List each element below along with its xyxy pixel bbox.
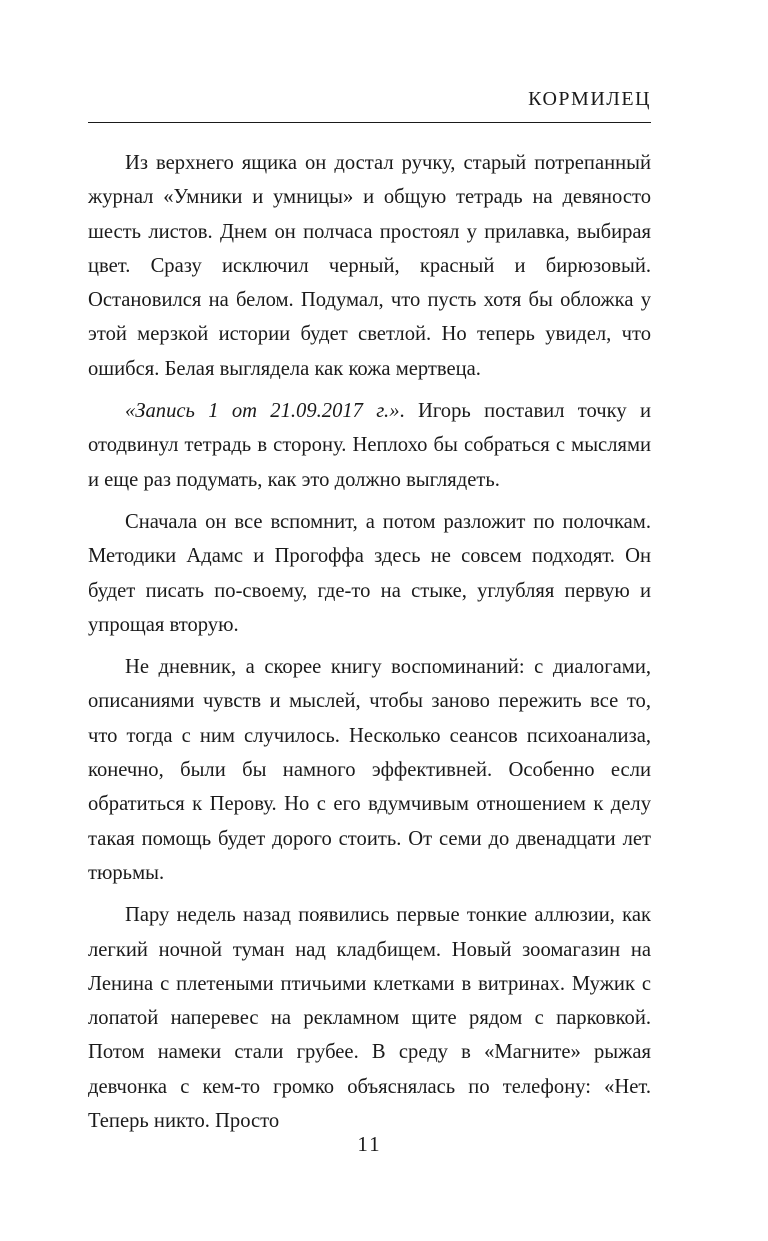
paragraph-5: Пару недель назад появились первые тонкие аллюзии, как легкий ночной туман над кладбищем. Новый зоомагазин на Ленина с плетеными птичьими клетками в витринах. Мужик с лопатой наперевес на рекламном щите рядом с парковкой. Потом намеки стали грубее. В среду в «Магните» рыжая девчонка с кем-то громко объяснялась по телефону: «Нет. Теперь никто. Просто bbox=[88, 904, 651, 1133]
page-number: 11 bbox=[357, 1132, 382, 1156]
body-text bbox=[88, 146, 651, 1138]
paragraph-3: Сначала он все вспомнит, а потом разложит по полочкам. Методики Адамс и Прогоффа здесь не совсем подходят. Он будет писать по-своему, где-то на стыке, углубляя первую и упрощая вторую. bbox=[88, 510, 651, 636]
header-rule bbox=[88, 122, 651, 123]
record-title: «Запись 1 от 21.09.2017 г.» bbox=[125, 400, 400, 423]
paragraph-2-text: . Игорь поставил точку и отодвинул тетрадь в сторону. Неплохо бы собраться с мыслями и еще раз подумать, как это должно выглядеть. bbox=[88, 400, 651, 491]
paragraph-4: Не дневник, а скорее книгу воспоминаний: с диалогами, описаниями чувств и мыслей, чтобы заново пережить все то, что тогда с ним случилось. Несколько сеансов психоанализа, конечно, были бы намного эффективней. Особенно если обратиться к Перову. Но с его вдумчивым отношением к делу такая помощь будет дорого стоить. От семи до двенадцати лет тюрьмы. bbox=[88, 656, 651, 884]
paragraph-2 bbox=[88, 394, 651, 497]
running-head: КОРМИЛЕЦ bbox=[528, 88, 651, 110]
paragraph-1: Из верхнего ящика он достал ручку, старый потрепанный журнал «Умники и умницы» и общую тетрадь на девяносто шесть листов. Днем он полчаса простоял у прилавка, выбирая цвет. Сразу исключил черный, красный и бирюзовый. Остановился на белом. Подумал, что пусть хотя бы обложка у этой мерзкой истории будет светлой. Но теперь увидел, что ошибся. Белая выглядела как кожа мертвеца. bbox=[88, 152, 651, 380]
